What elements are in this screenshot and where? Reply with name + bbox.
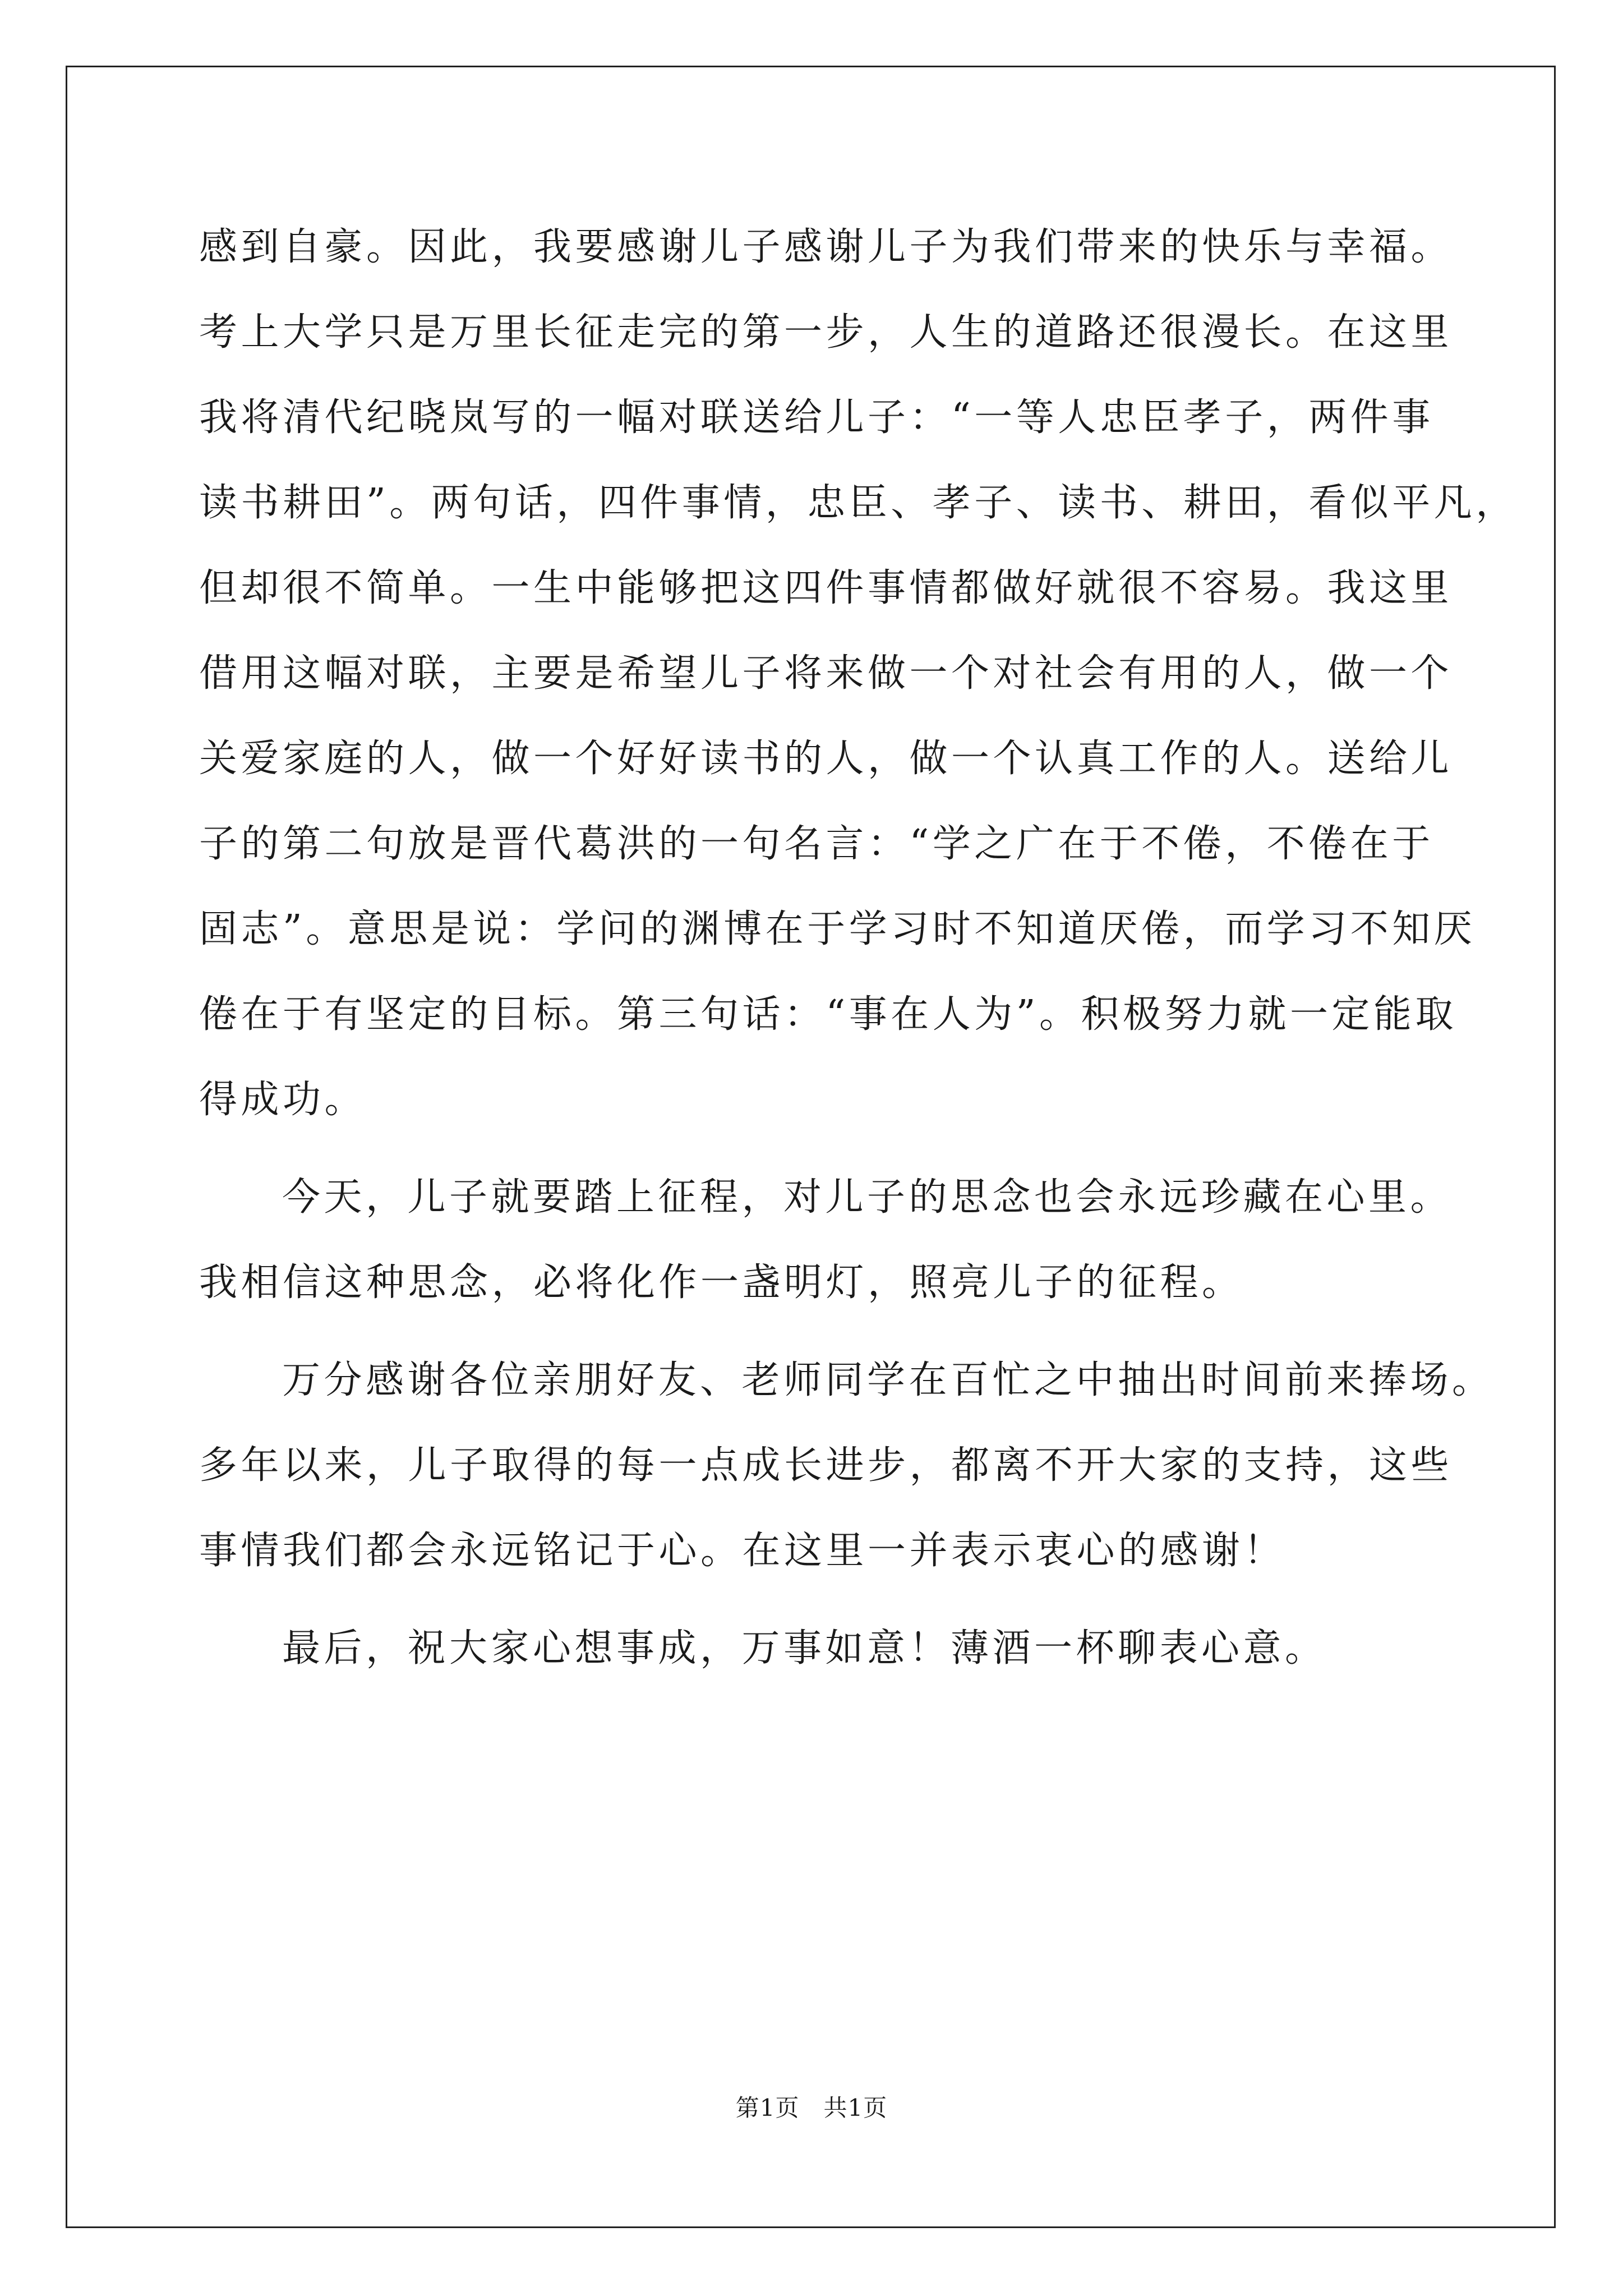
paragraph-gap (199, 1326, 1455, 1338)
text-line: 子的第二句放是晋代葛洪的一句名言：“学之广在于不倦，不倦在于 (199, 822, 1434, 866)
text-line: 多年以来，儿子取得的每一点成长进步，都离不开大家的支持，这些 (199, 1443, 1453, 1488)
paragraph-gap (199, 1594, 1455, 1606)
text-line: 读书耕田”。两句话，四件事情，忠臣、孝子、读书、耕田，看似平凡， (199, 481, 1518, 525)
page-number-footer: 第1页 共1页 (735, 2094, 888, 2122)
text-line: 关爱家庭的人，做一个好好读书的人，做一个认真工作的人。送给儿 (199, 737, 1453, 781)
paragraph-first-line: 今天，儿子就要踏上征程，对儿子的思念也会永远珍藏在心里。 (282, 1175, 1453, 1220)
text-line: 得成功。 (199, 1078, 367, 1122)
text-line: 但却很不简单。一生中能够把这四件事情都做好就很不容易。我这里 (199, 566, 1453, 610)
text-line: 固志”。意思是说：学问的渊博在于学习时不知道厌倦，而学习不知厌 (199, 907, 1476, 951)
paragraph-first-line: 最后，祝大家心想事成，万事如意！薄酒一杯聊表心意。 (282, 1626, 1327, 1671)
text-line: 倦在于有坚定的目标。第三句话：“事在人为”。积极努力就一定能取 (199, 992, 1458, 1037)
text-line: 事情我们都会永远铭记于心。在这里一并表示衷心的感谢！ (199, 1529, 1286, 1573)
paragraph-gap (199, 1143, 1455, 1155)
text-line: 我相信这种思念，必将化作一盏明灯，照亮儿子的征程。 (199, 1260, 1244, 1305)
text-line: 我将清代纪晓岚写的一幅对联送给儿子：“一等人忠臣孝子，两件事 (199, 395, 1434, 440)
document-body (199, 205, 1518, 1691)
text-line: 借用这幅对联，主要是希望儿子将来做一个对社会有用的人，做一个 (199, 651, 1453, 696)
text-line: 感到自豪。因此，我要感谢儿子感谢儿子为我们带来的快乐与幸福。 (199, 225, 1453, 269)
paragraph-first-line: 万分感谢各位亲朋好友、老师同学在百忙之中抽出时间前来捧场。 (282, 1358, 1494, 1402)
text-line: 考上大学只是万里长征走完的第一步，人生的道路还很漫长。在这里 (199, 310, 1453, 355)
